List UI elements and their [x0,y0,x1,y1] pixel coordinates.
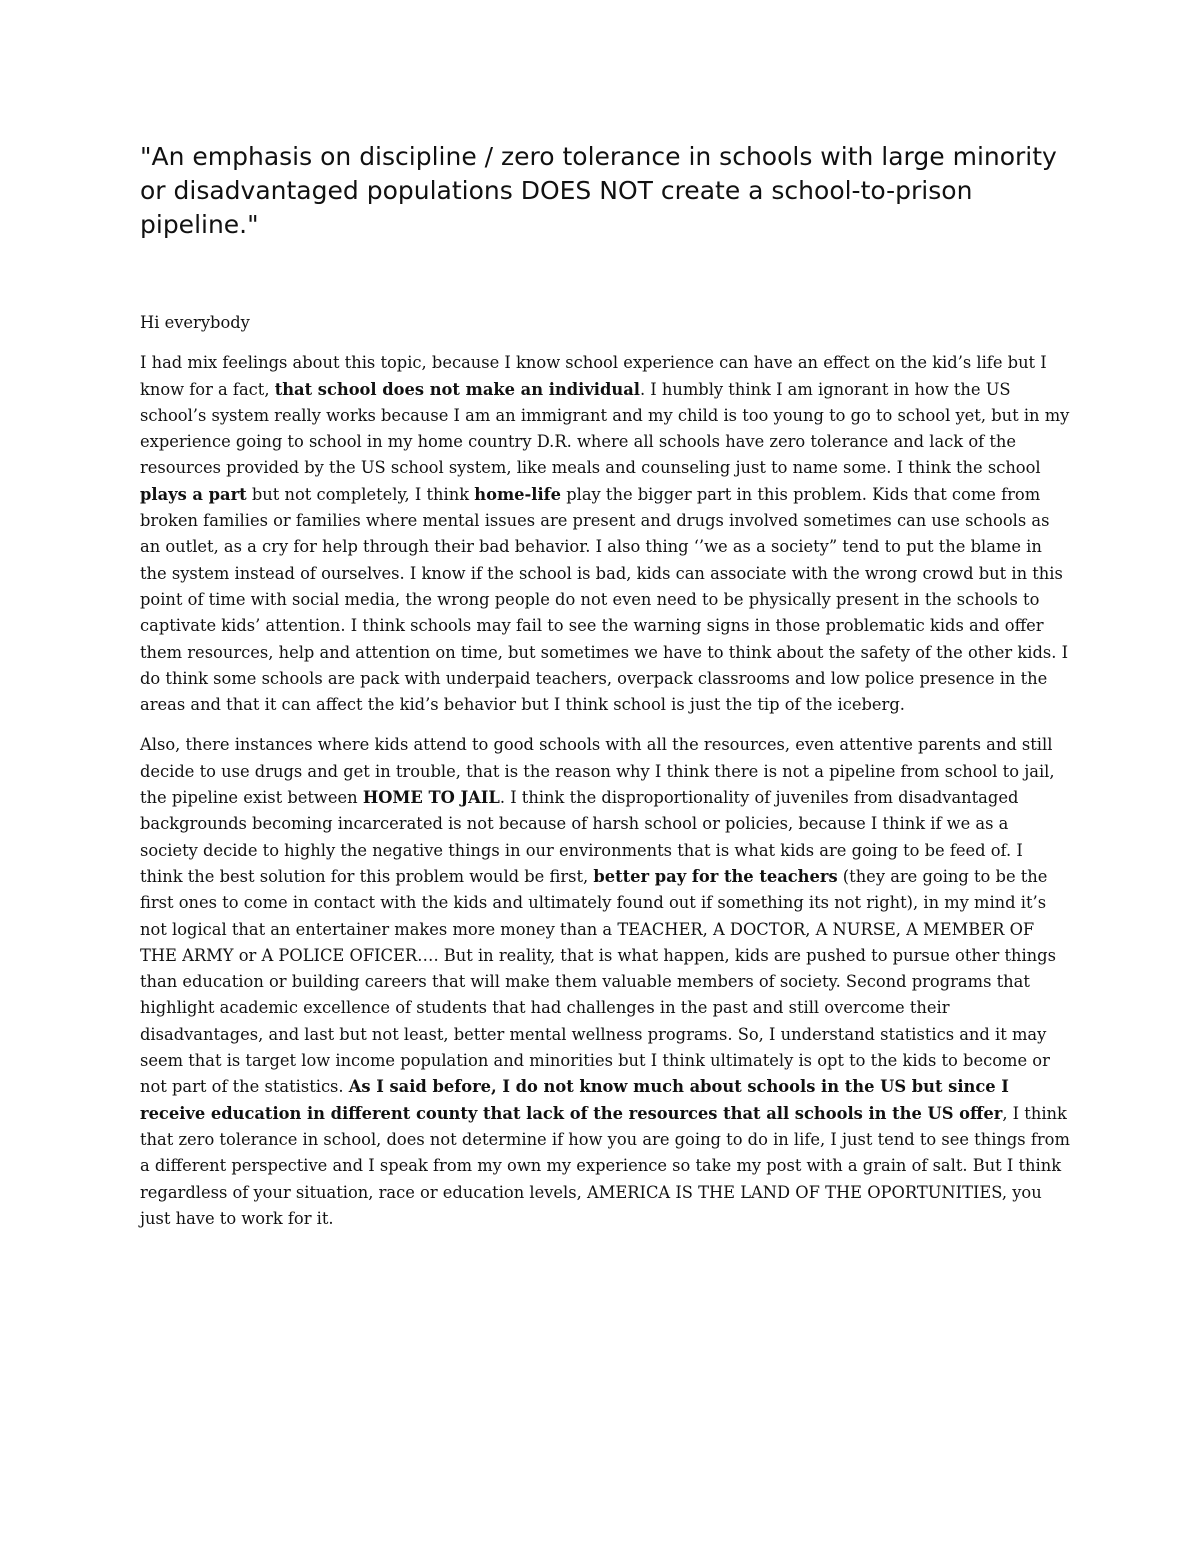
paragraph-1-text-2: . I humbly think I am ignorant in how the US school’s system really works because I am an immigrant and my child is too young to go to school yet, but in my experience going to school in my home country D.R. where all schools have zero tolerance and lack of the resources provided by the US school system, like meals and counseling just to name some. I think the school [140,379,1070,478]
paragraph-2-text-2: . I think the disproportionality of juveniles from disadvantaged backgrounds becoming incarcerated is not because of harsh school or policies, because I think if we as a society decide to highly the negative things in our environments that is what kids are going to be feed of. I think the best solution for this problem would be first, [140,788,1023,886]
paragraph-2-bold-1: HOME TO JAIL [362,788,500,808]
paragraph-2-text-1: Also, there instances where kids attend to good schools with all the resources, even attentive parents and still decide to use drugs and get in trouble, that is the reason why I think there is not a pipeline from school to jail, the pipeline exist between [140,735,1055,808]
document-title: "An emphasis on discipline / zero tolerance in schools with large minority or disadvantaged populations DOES NOT create a school-to-prison pipeline." [140,142,1057,239]
greeting: Hi everybody [140,313,250,332]
paragraph-1-bold-2: plays a part [140,484,247,504]
paragraph-2-text-4: , I think that zero tolerance in school, does not determine if how you are going to do in life, I just tend to see things from a different perspective and I speak from my own my experience so take my post with a grain of salt. But I think regardless of your situation, race or education levels, AMERICA IS THE LAND OF THE OPORTUNITIES, you just have to work for it. [140,1103,1070,1228]
paragraph-1 [140,350,1070,718]
document-body [140,310,1070,1246]
paragraph-2-bold-2: better pay for the teachers [593,866,838,886]
paragraph-1-text-4: play the bigger part in this problem. Kids that come from broken families or families where mental issues are present and drugs involved sometimes can use schools as an outlet, as a cry for help through their bad behavior. I also thing ‘’we as a society” tend to put the blame in the system instead of ourselves. I know if the school is bad, kids can associate with the wrong crowd but in this point of time with social media, the wrong people do not even need to be physically present in the schools to captivate kids’ attention. I think schools may fail to see the warning signs in those problematic kids and offer them resources, help and attention on time, but sometimes we have to think about the safety of the other kids. I do think some schools are pack with underpaid teachers, overpack classrooms and low police presence in the areas and that it can affect the kid’s behavior but I think school is just the tip of the iceberg. [140,484,1069,715]
paragraph-2 [140,732,1070,1232]
paragraph-1-text-3: but not completely, I think [246,484,475,504]
paragraph-2-bold-3: As I said before, I do not know much about schools in the US but since I receive education in different county that lack of the resources that all schools in the US offer [140,1077,1009,1123]
paragraph-2-text-3: (they are going to be the first ones to come in contact with the kids and ultimately found out if something its not right), in my mind it’s not logical that an entertainer makes more money than a TEACHER, A DOCTOR, A NURSE, A MEMBER OF THE ARMY or A POLICE OFICER…. But in reality, that is what happen, kids are pushed to pursue other things than education or building careers that will make them valuable members of society. Second programs that highlight academic excellence of students that had challenges in the past and still overcome their disadvantages, and last but not least, better mental wellness programs. So, I understand statistics and it may seem that is target low income population and minorities but I think ultimately is opt to the kids to become or not part of the statistics. [140,866,1056,1097]
paragraph-1-bold-1: that school does not make an individual [274,379,640,399]
paragraph-1-bold-3: home-life [474,484,562,504]
paragraph-1-text-1: I had mix feelings about this topic, because I know school experience can have an effect on the kid’s life but I know for a fact, [140,353,1047,399]
